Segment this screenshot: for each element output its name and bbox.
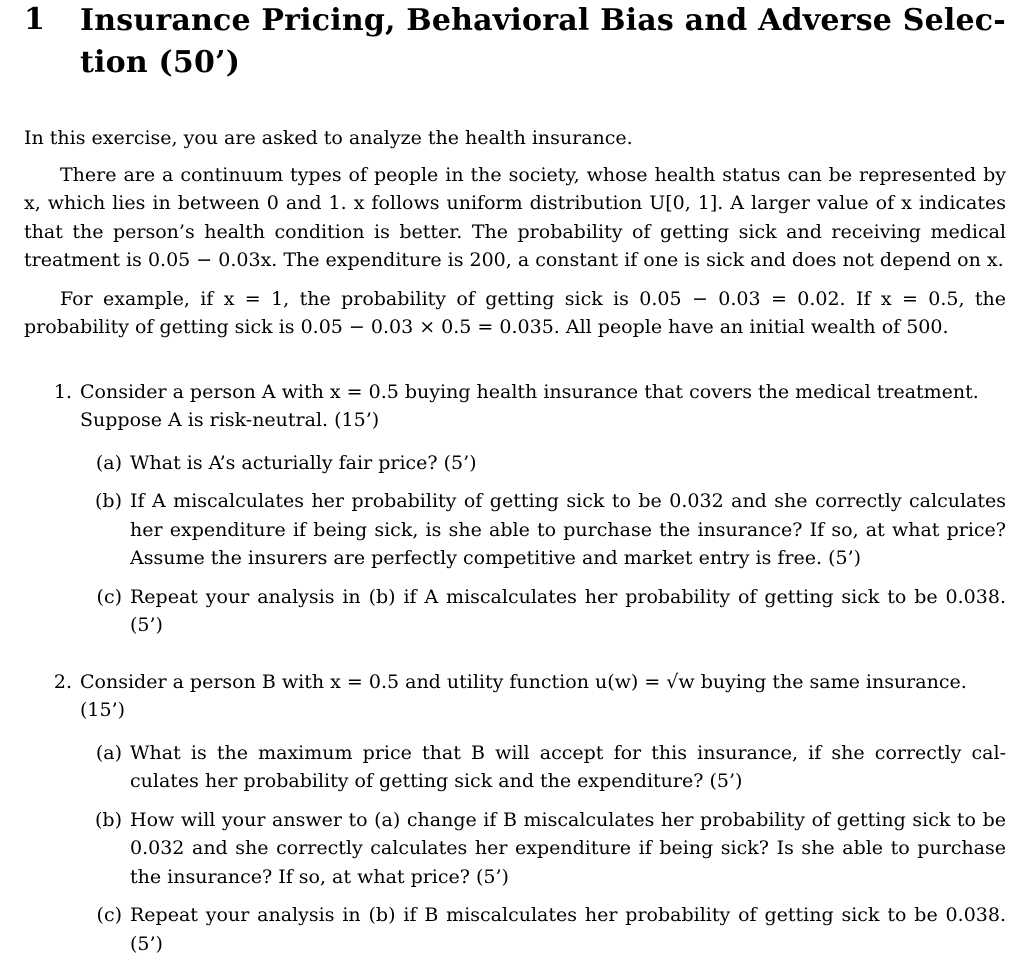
subquestion-label: (a)	[95, 451, 122, 474]
example-paragraph: For example, if x = 1, the probability of getting sick is 0.05 − 0.03 = 0.02. If x = 0.5, the probability of getting sick is 0.05 − 0.03 × 0.5 = 0.035. All people have an initial wealth of 500.	[24, 287, 1006, 338]
question-number: 1.	[53, 380, 72, 403]
section-number: 1	[24, 2, 45, 37]
subquestion-item	[80, 449, 1006, 478]
subquestion-text: Repeat your analysis in (b) if A miscalculates her probability of getting sick to be 0.038. (5’)	[130, 585, 1006, 636]
subquestion-list	[80, 449, 1006, 640]
section-title: Insurance Pricing, Behavioral Bias and Adverse Selec-tion (50’)	[80, 3, 1006, 80]
question-item	[24, 378, 1006, 650]
subquestion-list	[80, 739, 1006, 959]
subquestion-label: (c)	[96, 904, 122, 926]
question-item	[24, 668, 1006, 969]
subquestion-label: (b)	[95, 490, 122, 512]
subquestion-label: (a)	[95, 741, 122, 764]
question-text: Consider a person A with x = 0.5 buying health insurance that covers the medical treatment. Suppose A is risk-neutral. (15’)	[80, 380, 979, 431]
subquestion-text: How will your answer to (a) change if B miscalculates her probability of getting sick to be 0.032 and she correctly calculates her expenditure if being sick? Is she able to purchase the insurance? If so, at what price? (5’)	[130, 808, 1006, 888]
subquestion-label: (c)	[96, 585, 122, 608]
subquestion-item	[80, 739, 1006, 796]
question-text: Consider a person B with x = 0.5 and utility function u(w) = √w buying the same insurance. (15’)	[80, 670, 967, 721]
subquestion-text: If A miscalculates her probability of getting sick to be 0.032 and she correctly calculates her expenditure if being sick, is she able to purchase the insurance? If so, at what price? Assume the insurers are perfectly competitive and market entry is free. (5’)	[130, 490, 1006, 569]
question-number: 2.	[53, 670, 72, 693]
subquestion-item	[80, 487, 1006, 573]
subquestion-text: What is A’s acturially fair price? (5’)	[130, 451, 477, 474]
subquestion-item	[80, 583, 1006, 640]
subquestion-item	[80, 901, 1006, 958]
subquestion-text: What is the maximum price that B will accept for this insurance, if she correctly cal-culates her probability of getting sick and the expenditure? (5’)	[130, 741, 1006, 792]
subquestion-text: Repeat your analysis in (b) if B miscalculates her probability of getting sick to be 0.038. (5’)	[130, 904, 1006, 955]
question-list	[24, 378, 1006, 969]
intro-paragraph: In this exercise, you are asked to analyze the health insurance.	[24, 127, 633, 149]
section-heading	[24, 0, 1006, 84]
setup-paragraph: There are a continuum types of people in the society, whose health status can be represented by x, which lies in between 0 and 1. x follows uniform distribution U[0, 1]. A larger value of x indicates that the person’s health condition is better. The probability of getting sick and receiving medical treatment is 0.05 − 0.03x. The expenditure is 200, a constant if one is sick and does not depend on x.	[24, 163, 1006, 271]
subquestion-label: (b)	[95, 808, 122, 831]
subquestion-item	[80, 806, 1006, 892]
